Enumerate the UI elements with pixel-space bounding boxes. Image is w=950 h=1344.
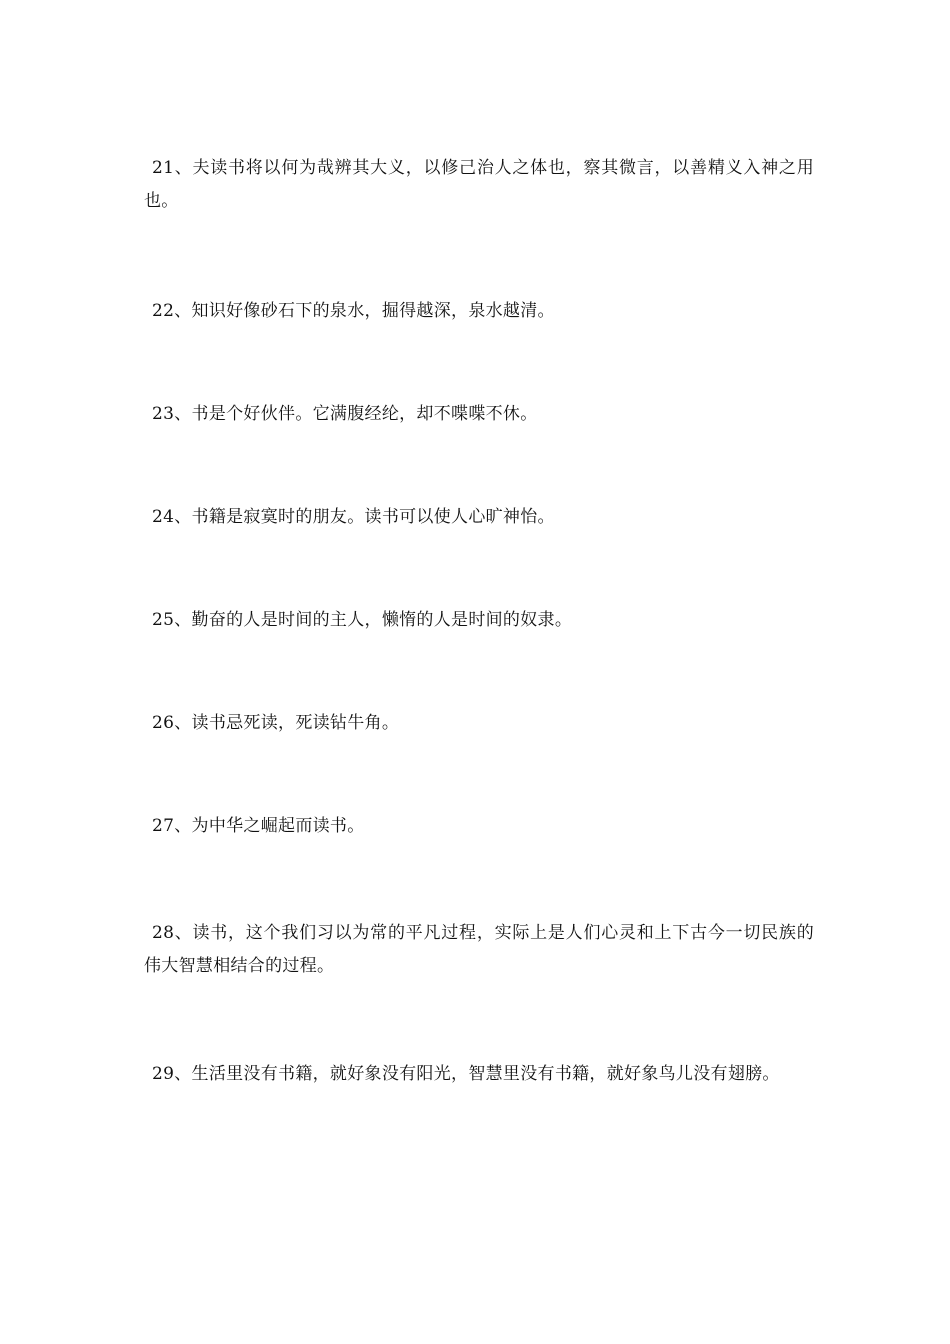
quote-paragraph-27: 27、为中华之崛起而读书。 bbox=[152, 816, 365, 836]
quote-paragraph-26: 26、读书忌死读，死读钻牛角。 bbox=[152, 713, 400, 733]
quote-paragraph-29: 29、生活里没有书籍，就好象没有阳光，智慧里没有书籍，就好象鸟儿没有翅膀。 bbox=[152, 1064, 780, 1084]
quote-paragraph-25: 25、勤奋的人是时间的主人，懒惰的人是时间的奴隶。 bbox=[152, 610, 573, 630]
quote-paragraph-22: 22、知识好像砂石下的泉水，掘得越深，泉水越清。 bbox=[152, 301, 555, 321]
quote-paragraph-23: 23、书是个好伙伴。它满腹经纶，却不喋喋不休。 bbox=[152, 404, 538, 424]
quote-paragraph-21: 21、夫读书将以何为哉辨其大义，以修己治人之体也，察其微言，以善精义入神之用也。 bbox=[144, 158, 814, 211]
quote-paragraph-24: 24、书籍是寂寞时的朋友。读书可以使人心旷神怡。 bbox=[152, 507, 555, 527]
quote-paragraph-28: 28、读书，这个我们习以为常的平凡过程，实际上是人们心灵和上下古今一切民族的伟大智慧相结合的过程。 bbox=[144, 923, 814, 976]
